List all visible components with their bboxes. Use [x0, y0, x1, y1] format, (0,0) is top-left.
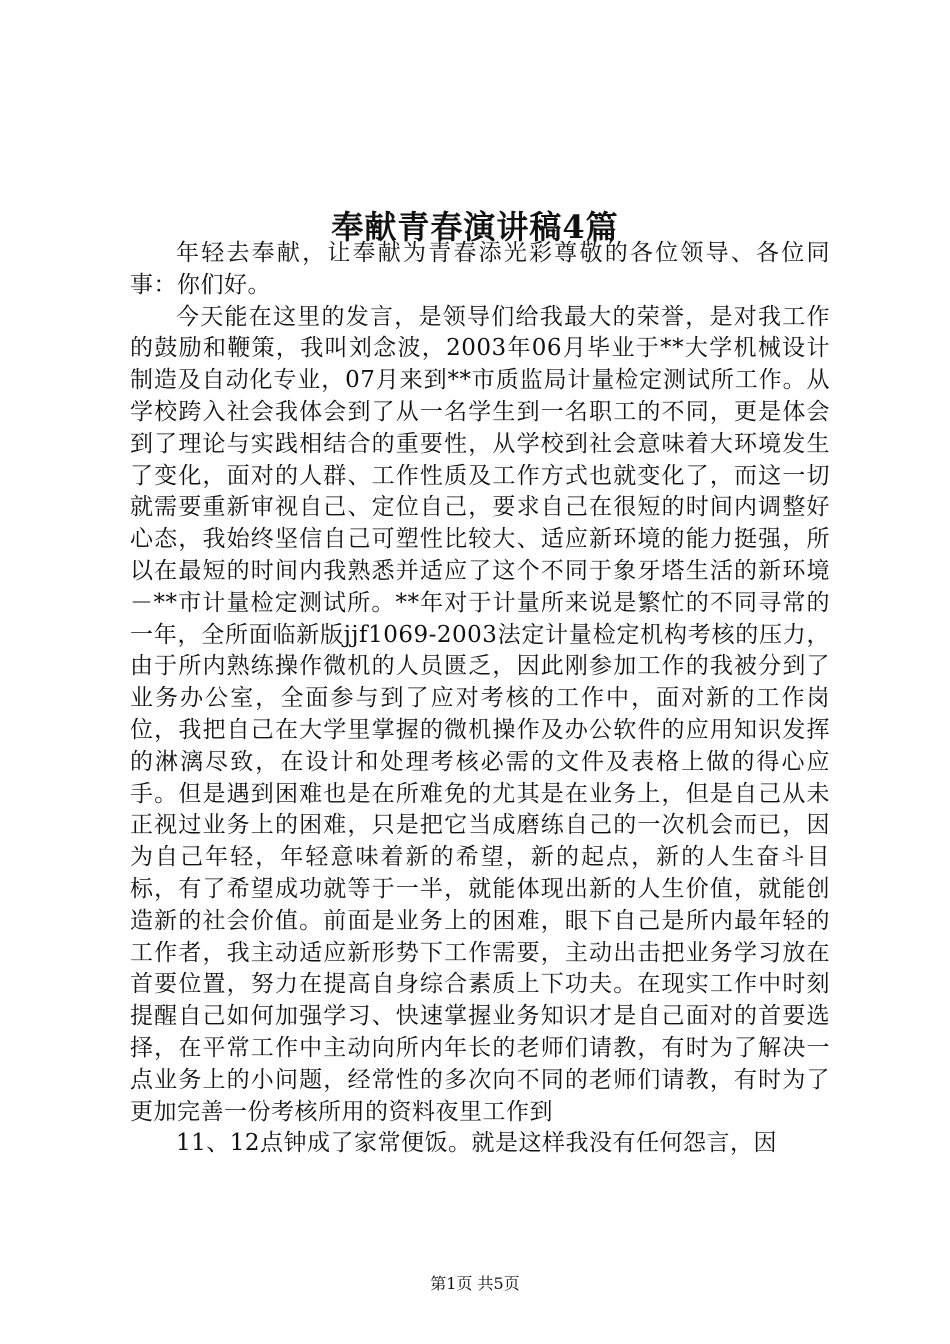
paragraph-greeting: 年轻去奉献，让奉献为青春添光彩尊敬的各位领导、各位同事：你们好。: [130, 240, 830, 298]
paragraph-main: 今天能在这里的发言，是领导们给我最大的荣誉，是对我工作的鼓励和鞭策，我叫刘念波，2003年06月毕业于**大学机械设计制造及自动化专业，07月来到**市质监局计量检定测试所工作。从学校跨入社会我体会到了从一名学生到一名职工的不同，更是体会到了理论与实践相结合的重要性，从学校到社会意味着大环境发生了变化，面对的人群、工作性质及工作方式也就变化了，而这一切就需要重新审视自己、定位自己，要求自己在很短的时间内调整好心态，我始终坚信自己可塑性比较大、适应新环境的能力挺强，所以在最短的时间内我熟悉并适应了这个不同于象牙塔生活的新环境－**市计量检定测试所。**年对于计量所来说是繁忙的不同寻常的一年，全所面临新版jjf1069-2003法定计量检定机构考核的压力，由于所内熟练操作微机的人员匮乏，因此刚参加工作的我被分到了业务办公室，全面参与到了应对考核的工作中，面对新的工作岗位，我把自己在大学里掌握的微机操作及办公软件的应用知识发挥的淋漓尽致，在设计和处理考核必需的文件及表格上做的得心应手。但是遇到困难也是在所难免的尤其是在业务上，但是自己从未正视过业务上的困难，只是把它当成磨练自己的一次机会而已，因为自己年轻，年轻意味着新的希望，新的起点，新的人生奋斗目标，有了希望成功就等于一半，就能体现出新的人生价值，就能创造新的社会价值。前面是业务上的困难，眼下自己是所内最年轻的工作者，我主动适应新形势下工作需要，主动出击把业务学习放在首要位置，努力在提高自身综合素质上下功夫。在现实工作中时刻提醒自己如何加强学习、快速掌握业务知识才是自己面对的首要选择，在平常工作中主动向所内年长的老师们请教，有时为了解决一点业务上的小问题，经常性的多次向不同的老师们请教，有时为了更加完善一份考核所用的资料夜里工作到: [130, 303, 830, 1125]
page-footer: 第1页 共5页: [430, 1274, 520, 1293]
paragraph-continuation: 11、12点钟成了家常便饭。就是这样我没有任何怨言，因: [176, 1130, 778, 1157]
document-body: [130, 238, 830, 1160]
document-title: 奉献青春演讲稿4篇: [331, 208, 619, 247]
